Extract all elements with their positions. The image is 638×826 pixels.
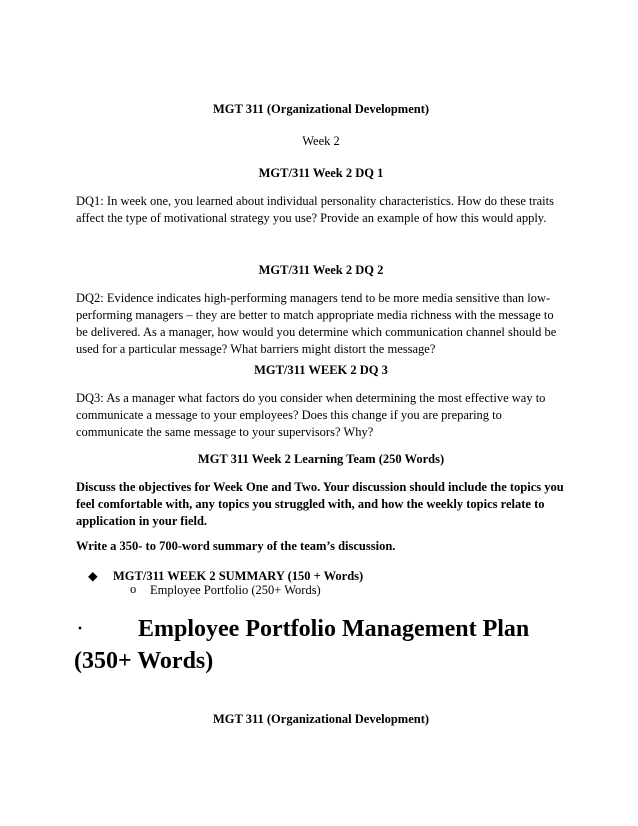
dq2-text: DQ2: Evidence indicates high-performing managers tend to be more media sensitive than low-performing managers – they are better to match appropriate media richness with the message to be delivered. As a manager, how would you determine which communication channel should be used for a particular message? What barriers might distort the message? — [76, 291, 557, 356]
sub-bullet-icon: o — [130, 582, 137, 596]
dq2-heading: MGT/311 Week 2 DQ 2 — [258, 263, 384, 277]
dq3-text: DQ3: As a manager what factors do you consider when determining the most effective way to communicate a message to your employees? Does this change if you are preparing to communicate the same message to your supervisors? Why? — [76, 391, 546, 439]
dq1-heading: MGT/311 Week 2 DQ 1 — [258, 166, 384, 180]
dq1-text: DQ1: In week one, you learned about individual personality characteristics. How do these traits affect the type of motivational strategy you use? Provide an example of how this would apply. — [76, 194, 554, 225]
learning-team-text: Discuss the objectives for Week One and Two. Your discussion should include the topics you feel comfortable with, any topics you struggled with, and how the weekly topics relate to application in your field. — [76, 480, 564, 528]
learning-team-heading: MGT 311 Week 2 Learning Team (250 Words) — [197, 452, 445, 466]
bullet-icon: ◆ — [88, 569, 98, 583]
big-bullet-icon: · — [76, 616, 84, 642]
document-title: MGT 311 (Organizational Development) — [212, 102, 430, 116]
dq3-heading: MGT/311 WEEK 2 DQ 3 — [254, 363, 388, 377]
summary-instruction: Write a 350- to 700-word summary of the team’s discussion. — [76, 539, 396, 553]
week-label: Week 2 — [302, 134, 340, 148]
portfolio-sub-bullet: Employee Portfolio (250+ Words) — [150, 583, 321, 597]
portfolio-plan-heading-line1: Employee Portfolio Management Plan — [138, 616, 530, 642]
portfolio-plan-heading-line2: (350+ Words) — [74, 648, 214, 674]
summary-bullet: MGT/311 WEEK 2 SUMMARY (150 + Words) — [113, 569, 364, 583]
footer-title: MGT 311 (Organizational Development) — [212, 712, 430, 726]
